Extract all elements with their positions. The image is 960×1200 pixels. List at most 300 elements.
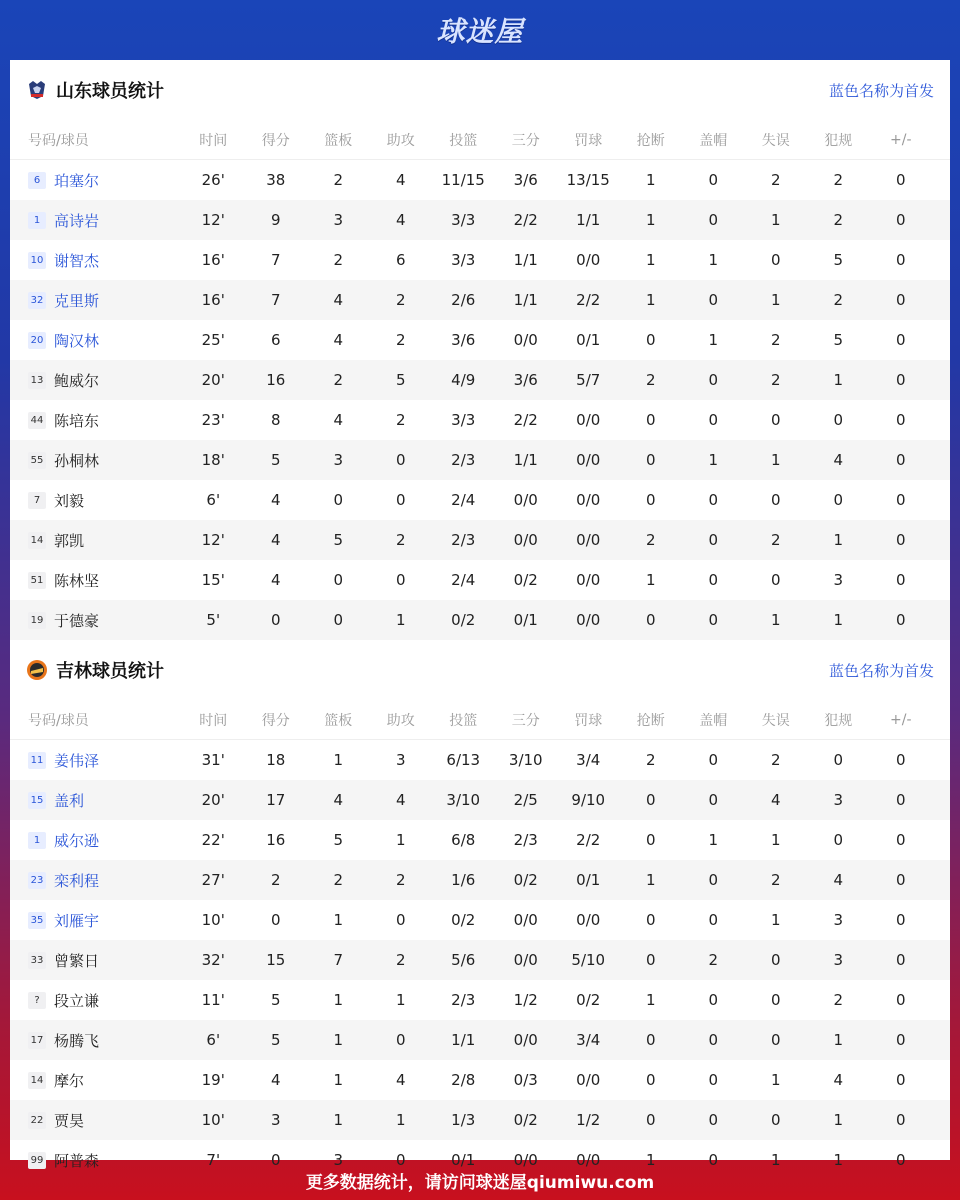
- player-cell: [10, 450, 182, 471]
- stat-cell: 1: [770, 211, 781, 229]
- player-cell: [10, 830, 182, 851]
- stat-cell: 0/2: [513, 571, 538, 589]
- stat-cell: 0: [708, 911, 719, 929]
- column-header: 罚球: [574, 712, 603, 729]
- stat-cell: 0: [833, 751, 844, 769]
- jilin-team-logo-icon: [26, 659, 48, 681]
- stat-cell: 0: [895, 991, 906, 1009]
- stat-cell: 12': [201, 211, 225, 229]
- stat-cell: 3: [333, 211, 344, 229]
- table-row[interactable]: [10, 1020, 950, 1060]
- player-name[interactable]: 贾昊: [54, 1111, 85, 1130]
- stat-cell: 5/7: [576, 371, 601, 389]
- player-name[interactable]: 姜伟泽: [54, 751, 100, 770]
- stat-cell: 31': [201, 751, 225, 769]
- stat-cell: 2: [333, 871, 344, 889]
- stat-cell: 0: [895, 1071, 906, 1089]
- jersey-number: 10: [28, 252, 46, 269]
- jersey-number: 7: [28, 492, 46, 509]
- stat-cell: 0: [895, 1031, 906, 1049]
- jersey-number: 55: [28, 452, 46, 469]
- stat-cell: 25': [201, 331, 225, 349]
- table-header-row: [10, 700, 950, 740]
- stat-cell: 0: [708, 991, 719, 1009]
- table-row[interactable]: [10, 600, 950, 640]
- stat-cell: 19': [201, 1071, 225, 1089]
- stat-cell: 5: [333, 831, 344, 849]
- stat-cell: 1: [708, 331, 719, 349]
- player-name[interactable]: 孙桐林: [54, 451, 100, 470]
- stat-cell: 2: [645, 531, 656, 549]
- table-row[interactable]: [10, 1100, 950, 1140]
- stat-cell: 2/2: [576, 831, 601, 849]
- stat-cell: 6/13: [446, 751, 481, 769]
- jersey-number: 22: [28, 1112, 46, 1129]
- stat-cell: 1: [333, 751, 344, 769]
- table-row[interactable]: [10, 820, 950, 860]
- player-name[interactable]: 栾利程: [54, 871, 100, 890]
- stat-cell: 10': [201, 911, 225, 929]
- stat-cell: 2: [395, 871, 406, 889]
- stat-cell: 2: [333, 371, 344, 389]
- stat-cell: 38: [266, 171, 286, 189]
- stat-cell: 4: [333, 291, 344, 309]
- player-cell: [10, 990, 182, 1011]
- jersey-number: 6: [28, 172, 46, 189]
- jersey-number: 20: [28, 332, 46, 349]
- stats-card: [10, 60, 950, 1170]
- stat-cell: 0: [770, 571, 781, 589]
- player-cell: [10, 1030, 182, 1051]
- column-header-player: 号码/球员: [28, 712, 89, 729]
- stat-cell: 2: [395, 291, 406, 309]
- stat-cell: 5: [333, 531, 344, 549]
- jersey-number: 32: [28, 292, 46, 309]
- stat-cell: 12': [201, 531, 225, 549]
- stat-cell: 2: [770, 531, 781, 549]
- player-name[interactable]: 克里斯: [54, 291, 100, 310]
- player-name[interactable]: 陶汉林: [54, 331, 100, 350]
- player-name[interactable]: 谢智杰: [54, 251, 100, 270]
- player-name[interactable]: 陈林坚: [54, 571, 100, 590]
- table-row[interactable]: [10, 480, 950, 520]
- stat-cell: 2: [395, 531, 406, 549]
- stat-cell: 1: [395, 611, 406, 629]
- stat-cell: 0: [895, 1151, 906, 1169]
- player-cell: [10, 570, 182, 591]
- stat-cell: 0: [895, 791, 906, 809]
- player-cell: [10, 330, 182, 351]
- table-row[interactable]: [10, 900, 950, 940]
- stat-cell: 1: [645, 1151, 656, 1169]
- stat-cell: 6: [395, 251, 406, 269]
- table-row[interactable]: [10, 440, 950, 480]
- stat-cell: 1: [645, 991, 656, 1009]
- stat-cell: 0: [770, 1111, 781, 1129]
- stat-cell: 2: [770, 371, 781, 389]
- stat-cell: 7: [270, 251, 281, 269]
- stat-cell: 3/10: [508, 751, 543, 769]
- stat-cell: 3/3: [451, 411, 476, 429]
- stat-cell: 10': [201, 1111, 225, 1129]
- table-row[interactable]: [10, 980, 950, 1020]
- jersey-number: 14: [28, 1072, 46, 1089]
- stat-cell: 0: [270, 911, 281, 929]
- jersey-number: 51: [28, 572, 46, 589]
- stat-cell: 0: [833, 831, 844, 849]
- stat-cell: 5/6: [451, 951, 476, 969]
- jersey-number: 17: [28, 1032, 46, 1049]
- stat-cell: 0: [708, 571, 719, 589]
- stat-cell: 0: [645, 911, 656, 929]
- stat-cell: 0: [333, 491, 344, 509]
- stat-cell: 1/2: [576, 1111, 601, 1129]
- section-title-text: 吉林球员统计: [56, 661, 164, 682]
- jersey-number: 14: [28, 532, 46, 549]
- table-row[interactable]: [10, 780, 950, 820]
- stat-cell: 17: [266, 791, 286, 809]
- stat-cell: 0: [895, 751, 906, 769]
- section-title-text: 山东球员统计: [56, 81, 164, 102]
- stat-cell: 11/15: [441, 171, 485, 189]
- stat-cell: 2: [395, 951, 406, 969]
- stat-cell: 3: [395, 751, 406, 769]
- stat-cell: 4: [270, 491, 281, 509]
- player-name[interactable]: 阿普森: [54, 1151, 100, 1170]
- section-header: [10, 640, 950, 700]
- stat-cell: 0: [895, 831, 906, 849]
- stat-cell: 1/1: [576, 211, 601, 229]
- column-header: 篮板: [324, 132, 353, 149]
- player-cell: [10, 1110, 182, 1131]
- player-name[interactable]: 威尔逊: [54, 831, 100, 850]
- stat-cell: 1: [645, 171, 656, 189]
- stat-cell: 1/1: [513, 291, 538, 309]
- player-name[interactable]: 于德豪: [54, 611, 100, 630]
- stat-cell: 2/4: [451, 491, 476, 509]
- stat-cell: 2: [270, 871, 281, 889]
- player-cell: [10, 610, 182, 631]
- stat-cell: 2/5: [513, 791, 538, 809]
- stat-cell: 1: [833, 1031, 844, 1049]
- stat-cell: 0/0: [576, 531, 601, 549]
- stat-cell: 7: [270, 291, 281, 309]
- stat-cell: 0/0: [576, 411, 601, 429]
- stat-cell: 0: [708, 1111, 719, 1129]
- footer-text[interactable]: 更多数据统计，请访问球迷屋qiumiwu.com: [305, 1172, 655, 1193]
- stat-cell: 0/0: [513, 531, 538, 549]
- stat-cell: 1: [708, 251, 719, 269]
- column-header: 时间: [199, 712, 228, 729]
- player-name[interactable]: 郭凯: [54, 531, 85, 550]
- stat-cell: 4/9: [451, 371, 476, 389]
- stat-cell: 0/0: [576, 251, 601, 269]
- stat-cell: 0/0: [576, 1071, 601, 1089]
- table-row[interactable]: [10, 740, 950, 780]
- table-row[interactable]: [10, 160, 950, 200]
- stat-cell: 1: [333, 1031, 344, 1049]
- stat-cell: 0/0: [513, 1151, 538, 1169]
- stat-cell: 0: [708, 1071, 719, 1089]
- stat-cell: 3/4: [576, 1031, 601, 1049]
- stat-cell: 20': [201, 371, 225, 389]
- player-name[interactable]: 刘毅: [54, 491, 85, 510]
- stat-cell: 32': [201, 951, 225, 969]
- stat-cell: 9/10: [571, 791, 606, 809]
- stat-cell: 0: [770, 991, 781, 1009]
- stat-cell: 0: [645, 331, 656, 349]
- column-header: 篮板: [324, 712, 353, 729]
- stat-cell: 0/3: [513, 1071, 538, 1089]
- stat-cell: 11': [201, 991, 225, 1009]
- stat-cell: 6/8: [451, 831, 476, 849]
- stat-cell: 18: [266, 751, 286, 769]
- stat-cell: 4: [395, 791, 406, 809]
- stat-cell: 1: [333, 991, 344, 1009]
- section-title: [26, 657, 164, 683]
- player-name[interactable]: 段立谦: [54, 991, 100, 1010]
- stat-cell: 0: [895, 911, 906, 929]
- stat-cell: 4: [395, 211, 406, 229]
- table-row[interactable]: [10, 280, 950, 320]
- stat-cell: 1: [833, 611, 844, 629]
- stat-cell: 1: [770, 611, 781, 629]
- stat-cell: 2/8: [451, 1071, 476, 1089]
- player-name[interactable]: 鲍威尔: [54, 371, 100, 390]
- column-header: 抢断: [636, 132, 665, 149]
- player-name[interactable]: 刘雁宇: [54, 911, 100, 930]
- column-header: +/-: [890, 131, 912, 148]
- starter-legend: 蓝色名称为首发: [828, 81, 934, 100]
- stat-cell: 2/2: [576, 291, 601, 309]
- stat-cell: 0: [895, 951, 906, 969]
- player-name[interactable]: 曾繁日: [54, 951, 100, 970]
- jersey-number: 13: [28, 372, 46, 389]
- table-row[interactable]: [10, 360, 950, 400]
- stat-cell: 7: [333, 951, 344, 969]
- player-cell: [10, 290, 182, 311]
- table-row[interactable]: [10, 200, 950, 240]
- stat-cell: 2: [770, 171, 781, 189]
- stat-cell: 0: [895, 871, 906, 889]
- column-header: 时间: [199, 132, 228, 149]
- jersey-number: 19: [28, 612, 46, 629]
- stat-cell: 0/0: [576, 451, 601, 469]
- stat-cell: 4: [333, 411, 344, 429]
- stat-cell: 2/3: [451, 451, 476, 469]
- stat-cell: 3/6: [513, 371, 538, 389]
- stat-cell: 0: [395, 451, 406, 469]
- stat-cell: 0: [895, 451, 906, 469]
- jersey-number: 99: [28, 1152, 46, 1169]
- stat-cell: 0: [770, 951, 781, 969]
- stat-cell: 0: [708, 1031, 719, 1049]
- stat-cell: 0/0: [576, 491, 601, 509]
- column-header: 得分: [261, 132, 290, 149]
- stat-cell: 6': [206, 491, 221, 509]
- player-cell: [10, 170, 182, 191]
- column-header: 投篮: [449, 132, 478, 149]
- stat-cell: 2: [645, 751, 656, 769]
- stat-cell: 1: [645, 571, 656, 589]
- top-bar: [0, 0, 960, 60]
- stat-cell: 1: [770, 451, 781, 469]
- stat-cell: 0/1: [576, 331, 601, 349]
- stat-cell: 4: [270, 571, 281, 589]
- stat-cell: 1: [770, 1071, 781, 1089]
- table-row[interactable]: [10, 560, 950, 600]
- stat-cell: 2/6: [451, 291, 476, 309]
- stat-cell: 18': [201, 451, 225, 469]
- player-cell: [10, 750, 182, 771]
- stat-cell: 0: [708, 411, 719, 429]
- stat-cell: 4: [833, 871, 844, 889]
- stat-cell: 2: [395, 411, 406, 429]
- stat-cell: 8: [270, 411, 281, 429]
- column-header: 投篮: [449, 712, 478, 729]
- stat-cell: 0: [708, 291, 719, 309]
- table-row[interactable]: [10, 320, 950, 360]
- stat-cell: 2: [770, 331, 781, 349]
- column-header: 抢断: [636, 712, 665, 729]
- stat-cell: 2/4: [451, 571, 476, 589]
- player-cell: [10, 210, 182, 231]
- stat-cell: 0/0: [576, 571, 601, 589]
- stat-cell: 4: [395, 1071, 406, 1089]
- player-name[interactable]: 珀塞尔: [54, 171, 100, 190]
- column-header-player: 号码/球员: [28, 132, 89, 149]
- stat-cell: 0: [895, 331, 906, 349]
- stat-cell: 0: [895, 611, 906, 629]
- stat-cell: 4: [770, 791, 781, 809]
- stat-cell: 3/6: [451, 331, 476, 349]
- stat-cell: 5: [270, 451, 281, 469]
- stat-cell: 0: [770, 491, 781, 509]
- stat-cell: 0: [708, 611, 719, 629]
- stat-cell: 4: [333, 791, 344, 809]
- stat-cell: 3/10: [446, 791, 481, 809]
- table-row[interactable]: [10, 940, 950, 980]
- stat-cell: 4: [270, 531, 281, 549]
- stat-cell: 0: [645, 951, 656, 969]
- stat-cell: 0: [395, 1031, 406, 1049]
- stat-cell: 0: [395, 1151, 406, 1169]
- stat-cell: 1: [708, 451, 719, 469]
- stat-cell: 1: [395, 1111, 406, 1129]
- stat-cell: 3/4: [576, 751, 601, 769]
- stat-cell: 2/2: [513, 211, 538, 229]
- stat-cell: 3: [333, 451, 344, 469]
- stat-cell: 0: [708, 791, 719, 809]
- stat-cell: 0: [645, 611, 656, 629]
- stat-cell: 0: [708, 171, 719, 189]
- stat-cell: 27': [201, 871, 225, 889]
- stat-cell: 0/0: [576, 1151, 601, 1169]
- stat-cell: 3/3: [451, 251, 476, 269]
- player-name[interactable]: 高诗岩: [54, 211, 100, 230]
- jersey-number: 1: [28, 832, 46, 849]
- stat-cell: 16': [201, 291, 225, 309]
- stat-cell: 2: [833, 171, 844, 189]
- stat-cell: 0/2: [451, 911, 476, 929]
- column-header: 三分: [511, 132, 540, 149]
- table-row[interactable]: [10, 400, 950, 440]
- table-row[interactable]: [10, 520, 950, 560]
- stat-cell: 5: [395, 371, 406, 389]
- stat-cell: 1: [395, 991, 406, 1009]
- stat-cell: 0: [895, 491, 906, 509]
- stat-cell: 3: [833, 951, 844, 969]
- stat-cell: 5: [270, 1031, 281, 1049]
- stat-cell: 0: [645, 1111, 656, 1129]
- stat-cell: 2: [770, 751, 781, 769]
- stat-cell: 0: [333, 611, 344, 629]
- column-header: +/-: [890, 711, 912, 728]
- table-row[interactable]: [10, 860, 950, 900]
- stat-cell: 0: [770, 251, 781, 269]
- table-row[interactable]: [10, 240, 950, 280]
- stat-cell: 5: [270, 991, 281, 1009]
- section-title: [26, 77, 164, 103]
- column-header: 犯规: [824, 132, 853, 149]
- stat-cell: 0/1: [513, 611, 538, 629]
- column-header: 得分: [261, 712, 290, 729]
- stat-cell: 6': [206, 1031, 221, 1049]
- stat-cell: 7': [206, 1151, 221, 1169]
- jersey-number: 44: [28, 412, 46, 429]
- stat-cell: 5: [833, 251, 844, 269]
- stat-cell: 0: [770, 411, 781, 429]
- jersey-number: 1: [28, 212, 46, 229]
- stat-cell: 0: [270, 611, 281, 629]
- stat-cell: 3: [833, 911, 844, 929]
- stat-cell: 16: [266, 371, 286, 389]
- stat-cell: 5': [206, 611, 221, 629]
- stat-cell: 0: [645, 491, 656, 509]
- stat-cell: 3: [333, 1151, 344, 1169]
- stat-cell: 0/0: [576, 911, 601, 929]
- player-name[interactable]: 盖利: [54, 791, 85, 810]
- site-logo[interactable]: 球迷屋: [436, 15, 524, 48]
- column-header: 犯规: [824, 712, 853, 729]
- stat-cell: 0: [895, 1111, 906, 1129]
- stat-cell: 1: [833, 531, 844, 549]
- column-header: 助攻: [386, 132, 415, 149]
- jersey-number: 33: [28, 952, 46, 969]
- stat-cell: 0: [645, 451, 656, 469]
- stat-cell: 0: [645, 1071, 656, 1089]
- player-name[interactable]: 摩尔: [54, 1071, 85, 1090]
- player-cell: [10, 950, 182, 971]
- stat-cell: 1: [770, 831, 781, 849]
- stat-cell: 9: [270, 211, 281, 229]
- stat-cell: 0/0: [576, 611, 601, 629]
- player-name[interactable]: 陈培东: [54, 411, 100, 430]
- stat-cell: 0: [895, 171, 906, 189]
- stat-cell: 1: [770, 911, 781, 929]
- stat-cell: 0: [395, 571, 406, 589]
- stat-cell: 6: [270, 331, 281, 349]
- stat-cell: 0: [833, 411, 844, 429]
- player-name[interactable]: 杨腾飞: [54, 1031, 100, 1050]
- stat-cell: 0: [395, 491, 406, 509]
- stat-cell: 0/0: [513, 331, 538, 349]
- table-row[interactable]: [10, 1060, 950, 1100]
- table-header-row: [10, 120, 950, 160]
- footer-banner[interactable]: [0, 1160, 960, 1200]
- player-cell: [10, 370, 182, 391]
- player-cell: [10, 250, 182, 271]
